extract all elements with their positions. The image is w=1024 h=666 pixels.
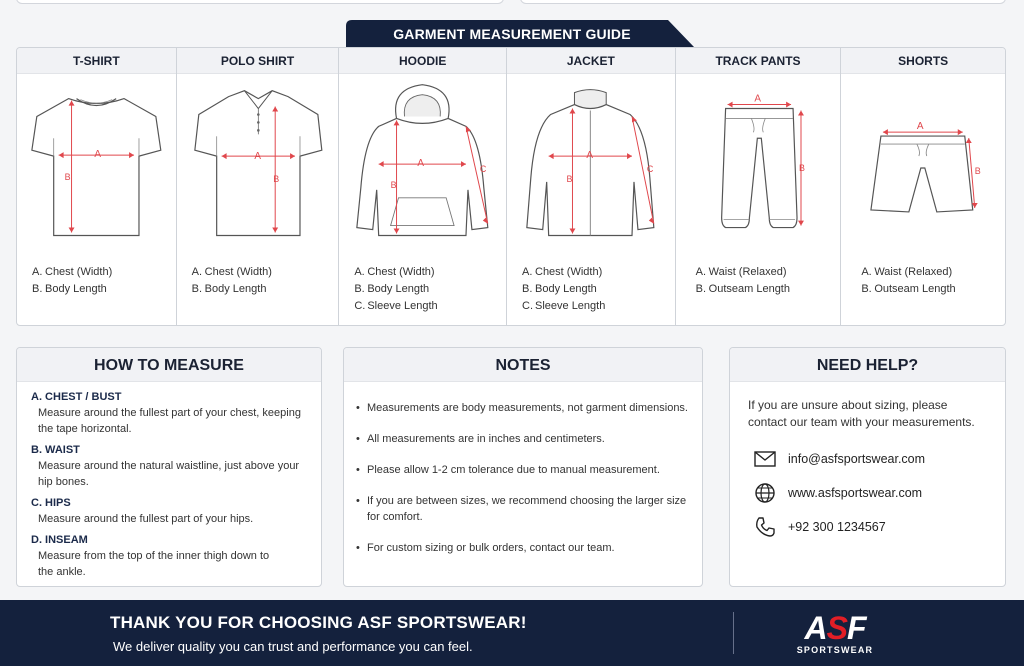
marker-a: A — [94, 149, 101, 161]
list-item: A. CHEST / BUST Measure around the fullest part of your chest, keeping the tape horizontal. — [31, 391, 301, 435]
list-item: B. Body Length — [522, 283, 597, 295]
measure-list — [354, 264, 437, 315]
marker-a: A — [917, 121, 924, 133]
top-partial-cards — [0, 0, 1024, 8]
globe-icon — [752, 482, 778, 504]
guide-column-tshirt — [17, 48, 177, 325]
list-item: C. HIPS Measure around the fullest part of your hips. — [31, 497, 254, 525]
need-help-panel — [729, 347, 1006, 587]
footer-title: THANK YOU FOR CHOOSING ASF SPORTSWEAR! — [110, 613, 527, 632]
guide-column-polo — [177, 48, 340, 325]
measure-list — [522, 264, 605, 315]
envelope-icon — [752, 448, 778, 470]
logo-wordmark: ASF — [804, 610, 866, 646]
column-title: JACKET — [507, 48, 675, 74]
column-title: T-SHIRT — [17, 48, 176, 74]
list-item: • All measurements are in inches and centimeters. — [356, 431, 690, 447]
help-text: If you are unsure about sizing, please contact our team with your measurements. — [748, 398, 975, 429]
marker-b: B — [390, 179, 397, 190]
list-item: A. Chest (Width) — [32, 266, 113, 278]
marker-c: C — [480, 164, 487, 175]
list-item: A. Chest (Width) — [522, 266, 603, 278]
marker-a: A — [586, 150, 593, 162]
marker-b: B — [566, 173, 573, 184]
marker-b: B — [798, 163, 805, 174]
list-item: C. Sleeve Length — [522, 300, 606, 312]
measure-list — [192, 264, 272, 298]
measure-list — [861, 264, 955, 298]
marker-a: A — [754, 93, 761, 105]
guide-column-jacket — [507, 48, 676, 325]
list-item: • Please allow 1-2 cm tolerance due to manual measurement. — [356, 462, 690, 478]
guide-column-shorts — [841, 48, 1005, 325]
panel-title: HOW TO MEASURE — [17, 348, 321, 382]
contact-email[interactable] — [752, 448, 925, 470]
contact-phone[interactable] — [752, 516, 886, 538]
guide-column-track-pants — [676, 48, 842, 325]
guide-title-tab — [346, 20, 696, 48]
how-to-measure-panel — [16, 347, 322, 587]
column-title: TRACK PANTS — [676, 48, 841, 74]
panel-title: NOTES — [344, 348, 702, 382]
jacket-illustration — [507, 78, 675, 268]
guide-column-hoodie — [339, 48, 507, 325]
list-item: B. Body Length — [32, 283, 107, 295]
list-item: • Measurements are body measurements, not garment dimensions. — [356, 400, 690, 416]
panel-title: NEED HELP? — [730, 348, 1005, 382]
guide-title: GARMENT MEASUREMENT GUIDE — [393, 26, 631, 42]
tshirt-illustration — [17, 78, 176, 268]
marker-c: C — [646, 164, 654, 175]
polo-illustration — [177, 78, 339, 268]
hoodie-illustration — [339, 78, 506, 268]
footer-banner — [0, 600, 1024, 666]
measure-list — [32, 264, 112, 298]
phone-icon — [752, 516, 778, 538]
asf-logo — [785, 611, 885, 659]
shorts-illustration — [841, 78, 1005, 268]
list-item: B. Outseam Length — [861, 283, 956, 295]
measurement-guide-panel — [16, 47, 1006, 326]
column-title: SHORTS — [841, 48, 1005, 74]
marker-b: B — [975, 165, 982, 176]
footer-divider — [733, 612, 734, 654]
email-link[interactable]: info@asfsportswear.com — [788, 452, 926, 466]
list-item: A. Chest (Width) — [354, 266, 435, 278]
column-title: HOODIE — [339, 48, 506, 74]
footer-subtitle: We deliver quality you can trust and performance you can feel. — [113, 639, 473, 654]
list-item: • If you are between sizes, we recommend choosing the larger size for comfort. — [356, 493, 690, 525]
list-item: B. Body Length — [354, 283, 430, 295]
contact-website[interactable] — [752, 482, 922, 504]
list-item: A. Waist (Relaxed) — [861, 266, 953, 278]
top-card-left — [16, 0, 504, 4]
top-card-right — [520, 0, 1006, 4]
marker-a: A — [417, 158, 425, 170]
list-item: A. Chest (Width) — [191, 266, 272, 278]
track-pants-illustration — [676, 78, 841, 268]
list-item: B. Outseam Length — [695, 283, 790, 295]
list-item: B. Body Length — [191, 283, 267, 295]
list-item: B. WAIST Measure around the natural waistline, just above your hip bones. — [31, 444, 300, 488]
logo-subtitle: SPORTSWEAR — [796, 645, 874, 655]
list-item: • For custom sizing or bulk orders, contact our team. — [356, 540, 690, 556]
list-item: A. Waist (Relaxed) — [695, 266, 787, 278]
marker-b: B — [272, 173, 279, 184]
marker-b: B — [64, 171, 71, 182]
column-title: POLO SHIRT — [177, 48, 339, 74]
list-item: D. INSEAM Measure from the top of the inner thigh down to the ankle. — [31, 534, 270, 578]
phone-number[interactable]: +92 300 1234567 — [788, 520, 886, 534]
notes-panel — [343, 347, 703, 587]
marker-a: A — [254, 151, 261, 163]
list-item: C. Sleeve Length — [354, 300, 438, 312]
measure-list — [696, 264, 790, 298]
website-link[interactable]: www.asfsportswear.com — [788, 486, 923, 500]
